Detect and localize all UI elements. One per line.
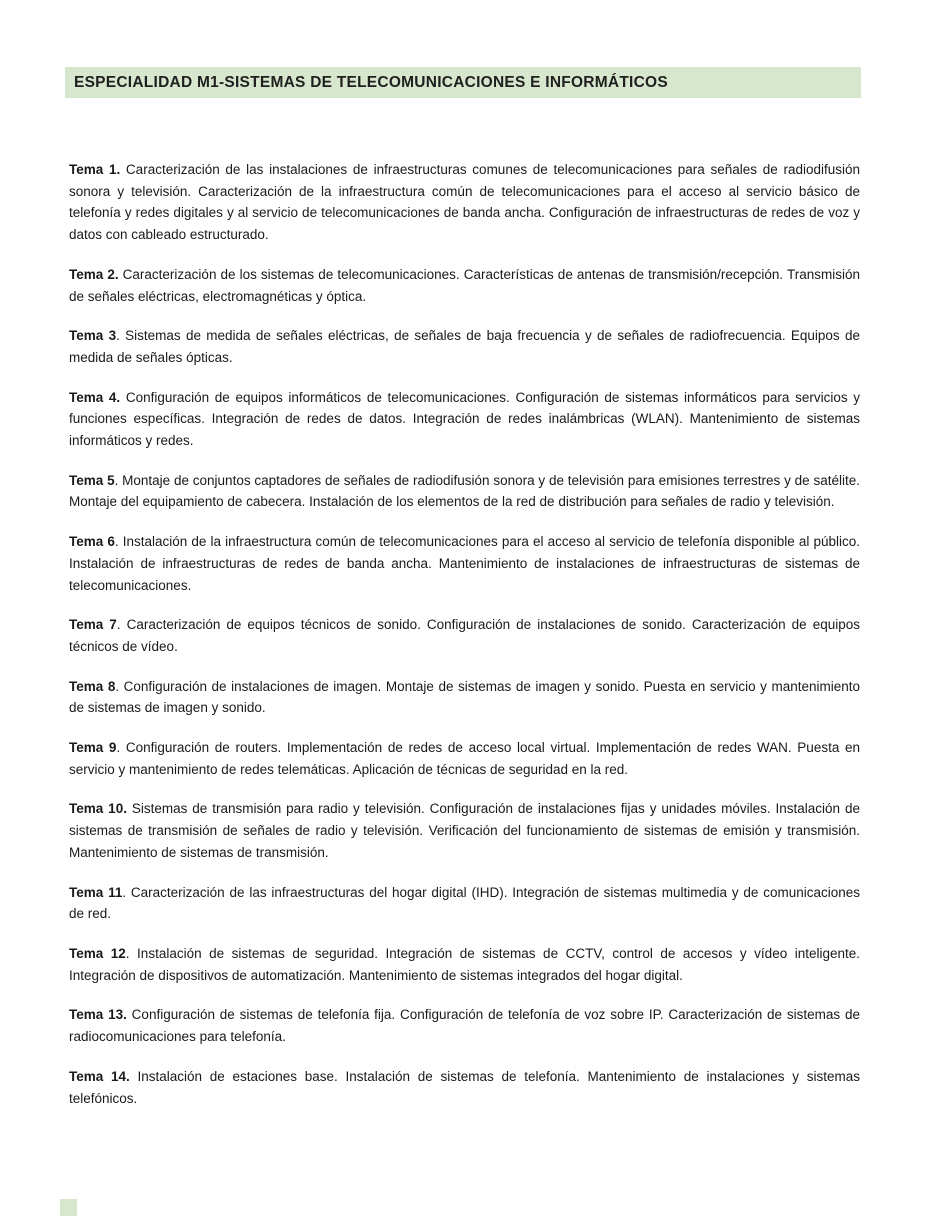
section-title: ESPECIALIDAD M1-SISTEMAS DE TELECOMUNICACIONES E INFORMÁTICOS: [74, 73, 668, 91]
topic-label: Tema 13.: [69, 1007, 127, 1023]
topic-label: Tema 14.: [69, 1068, 130, 1084]
topic-paragraph-10: [69, 798, 860, 863]
topic-text: . Instalación de sistemas de seguridad. Integración de sistemas de CCTV, control de accesos y vídeo inteligente. Integración de dispositivos de automatización. Mantenimiento de sistemas integrados del hogar digital.: [69, 945, 861, 983]
topic-paragraph-8: [69, 676, 860, 719]
topic-text: Instalación de estaciones base. Instalación de sistemas de telefonía. Mantenimiento de instalaciones y sistemas telefónicos.: [69, 1068, 860, 1106]
topic-text: . Instalación de la infraestructura común de telecomunicaciones para el acceso al servicio de telefonía disponible al público. Instalación de infraestructuras de redes de banda ancha. Mantenimiento de instalaciones de infraestructuras de sistemas de telecomunicaciones.: [69, 534, 860, 593]
topic-label: Tema 1.: [69, 162, 121, 177]
topic-text: Configuración de equipos informáticos de telecomunicaciones. Configuración de sistemas informáticos para servicios y funciones específicas. Integración de redes de datos. Integración de redes inalámbricas (WLAN). Mantenimiento de sistemas informáticos y redes.: [69, 389, 861, 449]
topic-paragraph-1: [69, 159, 860, 246]
topic-paragraph-7: [69, 614, 860, 657]
topic-label: Tema 8: [69, 678, 116, 694]
topic-paragraph-2: [69, 264, 860, 307]
next-section-header-fragment: [60, 1199, 77, 1216]
topic-paragraph-11: [69, 882, 860, 925]
topic-paragraph-13: [69, 1004, 860, 1047]
topic-text: Sistemas de transmisión para radio y televisión. Configuración de instalaciones fijas y unidades móviles. Instalación de sistemas de transmisión de señales de radio y televisión. Verificación del funcionamiento de sistemas de emisión y transmisión. Mantenimiento de sistemas de transmisión.: [69, 801, 860, 860]
topic-label: Tema 10.: [69, 801, 127, 817]
topic-paragraph-14: [69, 1066, 860, 1109]
topic-text: . Sistemas de medida de señales eléctricas, de señales de baja frecuencia y de señales de radiofrecuencia. Equipos de medida de señales ópticas.: [69, 328, 860, 365]
topic-label: Tema 3: [69, 328, 117, 344]
topic-text: Caracterización de las instalaciones de infraestructuras comunes de telecomunicaciones para señales de radiodifusión sonora y televisión. Caracterización de la infraestructura común de telecomunicaciones para el acceso al servicio básico de telefonía y redes digitales y al servicio de telecomunicaciones de banda ancha. Configuración de infraestructuras de redes de voz y datos con cableado estructurado.: [69, 162, 860, 243]
topic-text: . Configuración de routers. Implementación de redes de acceso local virtual. Implementación de redes WAN. Puesta en servicio y mantenimiento de redes telemáticas. Aplicación de técnicas de seguridad en la red.: [69, 740, 860, 777]
topic-label: Tema 2.: [69, 266, 119, 282]
topic-paragraph-3: [69, 325, 860, 368]
topic-label: Tema 11: [69, 884, 123, 900]
section-header-band: [65, 67, 861, 98]
topic-paragraph-5: [69, 470, 860, 513]
topic-label: Tema 6: [69, 534, 115, 550]
topic-label: Tema 12: [69, 945, 126, 961]
topic-paragraph-6: [69, 531, 860, 596]
topic-text: . Caracterización de equipos técnicos de sonido. Configuración de instalaciones de sonido. Caracterización de equipos técnicos de vídeo.: [69, 617, 860, 654]
topic-label: Tema 4.: [69, 389, 121, 405]
topics-list: [69, 159, 860, 1127]
topic-paragraph-9: [69, 737, 860, 780]
topic-label: Tema 5: [69, 472, 115, 488]
topic-label: Tema 9: [69, 740, 117, 756]
topic-paragraph-4: [69, 387, 860, 452]
topic-text: . Caracterización de las infraestructuras del hogar digital (IHD). Integración de sistemas multimedia y de comunicaciones de red.: [69, 884, 860, 922]
topic-text: . Montaje de conjuntos captadores de señales de radiodifusión sonora y de televisión para emisiones terrestres y de satélite. Montaje del equipamiento de cabecera. Instalación de los elementos de la red de distribución para señales de radio y televisión.: [69, 472, 860, 510]
topic-label: Tema 7: [69, 617, 117, 633]
topic-text: Configuración de sistemas de telefonía fija. Configuración de telefonía de voz sobre IP. Caracterización de sistemas de radiocomunicaciones para telefonía.: [69, 1007, 860, 1045]
topic-text: . Configuración de instalaciones de imagen. Montaje de sistemas de imagen y sonido. Puesta en servicio y mantenimiento de sistemas de imagen y sonido.: [69, 678, 861, 716]
topic-paragraph-12: [69, 943, 860, 986]
topic-text: Caracterización de los sistemas de telecomunicaciones. Características de antenas de transmisión/recepción. Transmisión de señales eléctricas, electromagnéticas y óptica.: [69, 266, 860, 304]
